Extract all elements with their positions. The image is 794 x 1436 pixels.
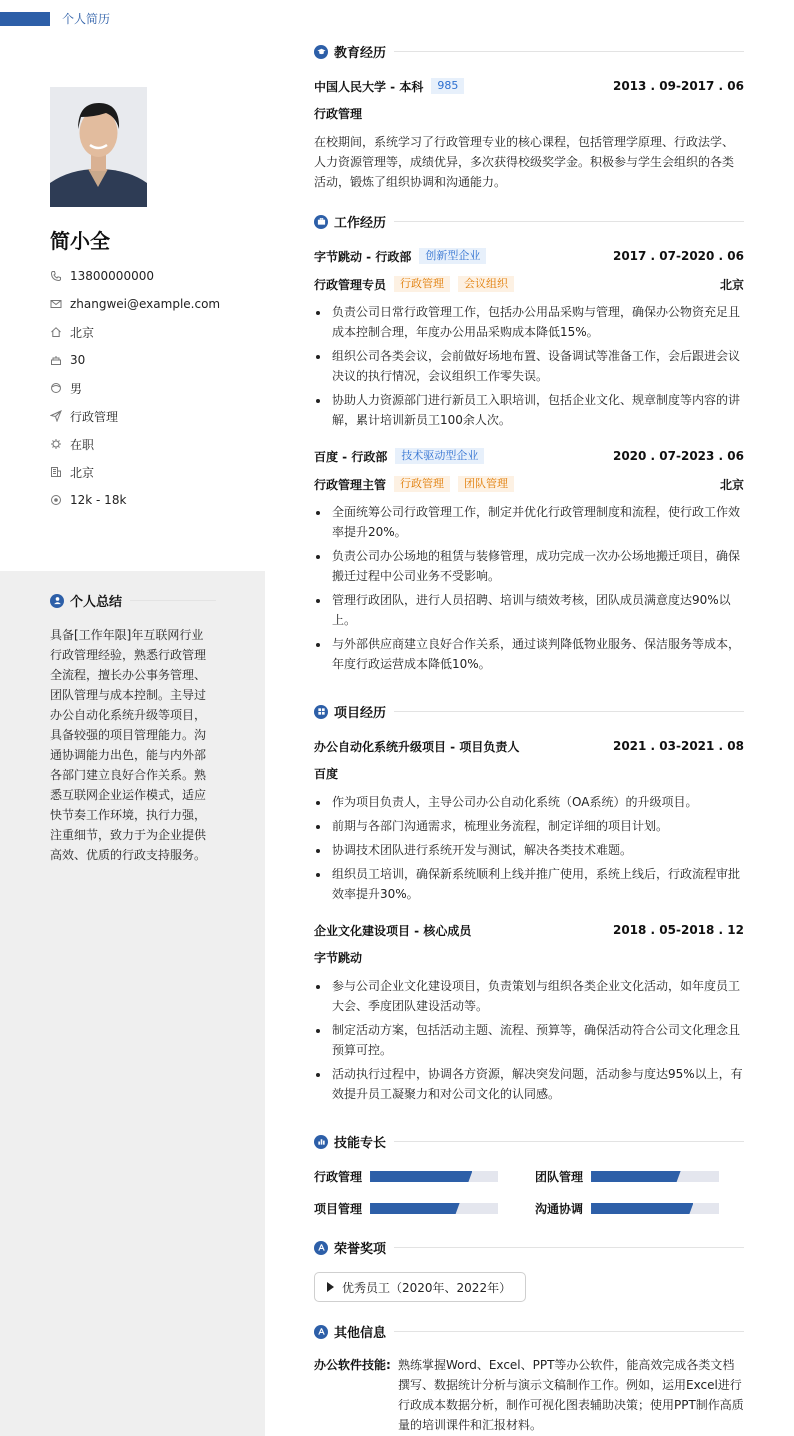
award-text: 优秀员工（2020年、2022年） [342, 1280, 512, 1295]
header-accent-bar [0, 12, 50, 26]
home-icon [50, 326, 62, 338]
list-item: 全面统筹公司行政管理工作，制定并优化行政管理制度和流程，使行政工作效率提升20%。 [314, 502, 744, 542]
other-title: 其他信息 [334, 1326, 387, 1341]
skill-bar [370, 1203, 498, 1214]
position-text: 行政管理 [70, 409, 119, 424]
company-tag: 创新型企业 [419, 248, 486, 264]
work-company-row [314, 246, 744, 266]
gender-icon [50, 382, 62, 394]
project-period: 2018 . 05-2018 . 12 [612, 923, 744, 937]
project-entry [314, 736, 744, 908]
award-icon [314, 1241, 328, 1255]
list-item: 协调技术团队进行系统开发与测试，解决各类技术难题。 [314, 840, 744, 860]
skill-bar-fill [370, 1203, 460, 1214]
summary-title: 个人总结 [70, 595, 123, 610]
work-period: 2020 . 07-2023 . 06 [612, 449, 744, 463]
info-status [50, 430, 265, 458]
email-text: zhangwei@example.com [70, 297, 221, 311]
summary-header [50, 591, 216, 610]
projects-header [314, 702, 744, 721]
info-phone [50, 262, 265, 290]
skill-item [535, 1168, 719, 1185]
info-email [50, 290, 265, 318]
work-period: 2017 . 07-2020 . 06 [612, 249, 744, 263]
awards-title: 荣誉奖项 [334, 1242, 387, 1257]
list-item: 负责公司办公场地的租赁与装修管理，成功完成一次办公场地搬迁项目，确保搬迁过程中公司业务不受影响。 [314, 546, 744, 586]
phone-text: 13800000000 [70, 269, 154, 283]
education-header-row [314, 76, 744, 96]
home-text: 北京 [70, 325, 95, 340]
info-home [50, 318, 265, 346]
project-bullets [314, 976, 744, 1104]
divider [394, 1331, 744, 1332]
divider [394, 51, 744, 52]
divider [394, 1141, 744, 1142]
work-company-row [314, 446, 744, 466]
gender-text: 男 [70, 381, 83, 396]
info-position [50, 402, 265, 430]
award-item [314, 1272, 526, 1302]
other-info-row [314, 1355, 744, 1435]
list-item: 协助人力资源部门进行新员工入职培训，包括企业文化、规章制度等内容的讲解，累计培训新员工100余人次。 [314, 390, 744, 430]
education-period: 2013 . 09-2017 . 06 [612, 79, 744, 93]
role-name: 行政管理专员 [314, 277, 387, 292]
list-item: 前期与各部门沟通需求，梳理业务流程，制定详细的项目计划。 [314, 816, 744, 836]
school-name: 中国人民大学 - 本科 [314, 79, 424, 94]
summary-text: 具备[工作年限]年互联网行业行政管理经验，熟悉行政管理全流程，擅长办公事务管理、团队管理与成本控制。主导过办公自动化系统升级等项目，具备较强的项目管理能力。沟通协调能力出色，能与内外部各部门建立良好合作关系。熟悉互联网企业运作模式，适应快节奏工作环境，执行力强，注重细节，致力于为企业提供高效、优质的行政支持服务。 [50, 628, 207, 862]
bar-chart-icon [314, 1135, 328, 1149]
skill-bar [370, 1171, 498, 1182]
skill-name: 项目管理 [314, 1202, 363, 1216]
divider [394, 711, 744, 712]
list-item: 制定活动方案，包括活动主题、流程、预算等，确保活动符合公司文化理念且预算可控。 [314, 1020, 744, 1060]
work-header [314, 212, 744, 231]
role-tag: 团队管理 [458, 476, 514, 492]
play-icon [327, 1282, 334, 1292]
cake-icon [50, 354, 62, 366]
skill-item [535, 1200, 719, 1217]
grid-icon [314, 705, 328, 719]
age-text: 30 [70, 353, 86, 367]
role-tag: 行政管理 [394, 476, 450, 492]
info-age [50, 346, 265, 374]
skill-name: 沟通协调 [535, 1202, 584, 1216]
avatar [50, 87, 147, 207]
project-name: 办公自动化系统升级项目 - 项目负责人 [314, 739, 520, 754]
list-item: 参与公司企业文化建设项目，负责策划与组织各类企业文化活动，如年度员工大会、季度团队建设活动等。 [314, 976, 744, 1016]
salary-icon [50, 494, 62, 506]
city-text: 北京 [70, 465, 95, 480]
skills-title: 技能专长 [334, 1136, 387, 1151]
work-entry [314, 246, 744, 434]
company-name: 百度 - 行政部 [314, 449, 388, 464]
skills-header [314, 1132, 744, 1151]
work-role-row [314, 274, 744, 294]
salary-text: 12k - 18k [70, 493, 127, 507]
awards-header [314, 1238, 744, 1257]
contact-info-list [50, 262, 265, 514]
info-salary [50, 486, 265, 514]
user-icon [50, 594, 64, 608]
list-item: 作为项目负责人，主导公司办公自动化系统（OA系统）的升级项目。 [314, 792, 744, 812]
list-item: 组织员工培训，确保新系统顺利上线并推广使用，系统上线后，行政流程审批效率提升30%。 [314, 864, 744, 904]
project-org: 百度 [314, 767, 339, 781]
graduation-cap-icon [314, 45, 328, 59]
list-item: 与外部供应商建立良好合作关系，通过谈判降低物业服务、保洁服务等成本，年度行政运营成本降低10%。 [314, 634, 744, 674]
education-title: 教育经历 [334, 46, 387, 61]
skill-item [314, 1200, 498, 1217]
skill-name: 行政管理 [314, 1170, 363, 1184]
skill-bar-fill [591, 1171, 681, 1182]
project-title-row [314, 736, 744, 756]
status-text: 在职 [70, 437, 95, 452]
role-tag: 会议组织 [458, 276, 514, 292]
list-item: 负责公司日常行政管理工作，包括办公用品采购与管理，确保办公物资充足且成本控制合理，年度办公用品采购成本降低15%。 [314, 302, 744, 342]
work-role-row [314, 474, 744, 494]
other-label: 办公软件技能: [314, 1358, 391, 1372]
divider [130, 600, 216, 601]
education-header [314, 42, 744, 61]
project-org: 字节跳动 [314, 951, 363, 965]
work-bullets [314, 502, 744, 674]
work-city: 北京 [719, 277, 744, 292]
role-tag: 行政管理 [394, 276, 450, 292]
project-period: 2021 . 03-2021 . 08 [612, 739, 744, 753]
projects-title: 项目经历 [334, 706, 387, 721]
info-city [50, 458, 265, 486]
divider [394, 1247, 744, 1248]
list-item: 活动执行过程中，协调各方资源，解决突发问题，活动参与度达95%以上，有效提升员工凝聚力和对公司文化的认同感。 [314, 1064, 744, 1104]
skill-name: 团队管理 [535, 1170, 584, 1184]
education-major: 行政管理 [314, 107, 363, 121]
status-icon [50, 438, 62, 450]
work-bullets [314, 302, 744, 430]
project-entry [314, 920, 744, 1108]
info-gender [50, 374, 265, 402]
other-value: 熟练掌握Word、Excel、PPT等办公软件，能高效完成各类文档撰写、数据统计分析与演示文稿制作工作。例如，运用Excel进行行政成本数据分析，制作可视化图表辅助决策；使用PPT制作高质量的培训课件和汇报材料。 [398, 1358, 744, 1432]
page-title: 个人简历 [62, 12, 111, 26]
other-header [314, 1322, 744, 1341]
education-desc: 在校期间，系统学习了行政管理专业的核心课程，包括管理学原理、行政法学、人力资源管理等，成绩优异，多次获得校级奖学金。积极参与学生会组织的各类活动，锻炼了组织协调和沟通能力。 [314, 135, 735, 189]
phone-icon [50, 270, 62, 282]
list-item: 管理行政团队，进行人员招聘、培训与绩效考核，团队成员满意度达90%以上。 [314, 590, 744, 630]
skill-bar [591, 1171, 719, 1182]
work-title: 工作经历 [334, 216, 387, 231]
list-item: 组织公司各类会议，会前做好场地布置、设备调试等准备工作，会后跟进会议决议的执行情况，会议组织工作零失误。 [314, 346, 744, 386]
divider [394, 221, 744, 222]
company-name: 字节跳动 - 行政部 [314, 249, 412, 264]
skill-item [314, 1168, 498, 1185]
mail-icon [50, 298, 62, 310]
work-city: 北京 [719, 477, 744, 492]
briefcase-icon [314, 215, 328, 229]
project-title-row [314, 920, 744, 940]
skill-bar-fill [591, 1203, 693, 1214]
work-entry [314, 446, 744, 678]
send-icon [50, 410, 62, 422]
building-icon [50, 466, 62, 478]
company-tag: 技术驱动型企业 [395, 448, 484, 464]
school-tag: 985 [431, 78, 464, 94]
skill-bar-fill [370, 1171, 472, 1182]
project-name: 企业文化建设项目 - 核心成员 [314, 923, 472, 938]
education-entry [314, 76, 744, 192]
profile-name: 简小全 [50, 229, 110, 253]
skill-bar [591, 1203, 719, 1214]
info-icon [314, 1325, 328, 1339]
project-bullets [314, 792, 744, 904]
role-name: 行政管理主管 [314, 477, 387, 492]
